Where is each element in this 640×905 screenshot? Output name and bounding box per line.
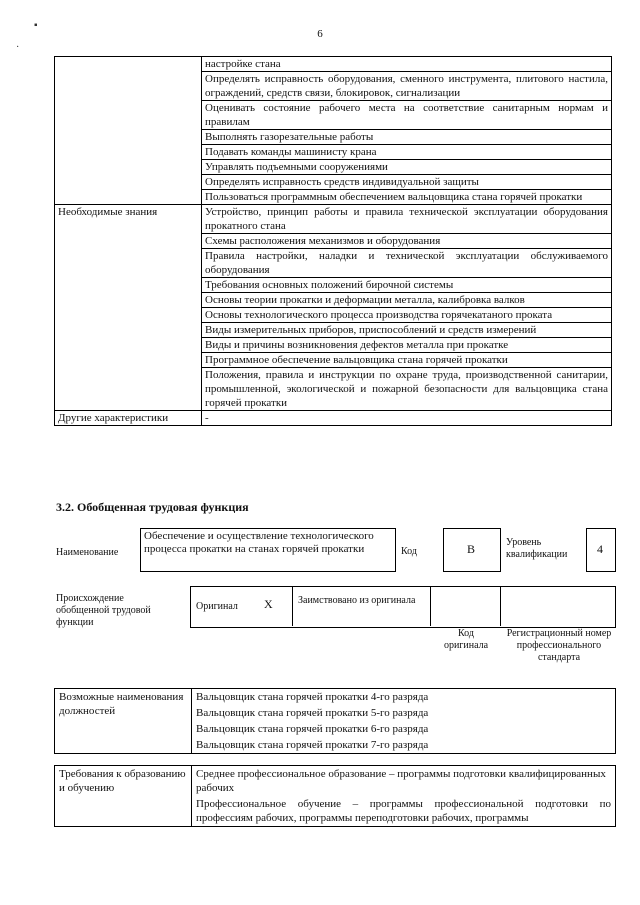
original-mark: X	[264, 597, 273, 611]
knowledge-item: Виды измерительных приборов, приспособлений и средств измерений	[202, 323, 612, 338]
function-name: Обеспечение и осуществление технологического процесса прокатки на станах горячей прокатки	[144, 530, 374, 555]
skills-knowledge-table	[54, 56, 612, 426]
education-label: Требования к образованию и обучению	[55, 766, 192, 827]
level-value: 4	[597, 542, 603, 556]
origin-divider	[292, 586, 293, 626]
scan-mark: ·	[16, 42, 20, 53]
scan-mark: ▪	[34, 20, 38, 31]
knowledge-item: Положения, правила и инструкции по охране труда, производственной санитарии, промышленной, экологической и пожарной безопасности для вальцовщика стана горячей прокатки	[202, 368, 612, 411]
knowledge-label: Необходимые знания	[55, 205, 202, 411]
positions-table	[54, 688, 616, 754]
position-item: Вальцовщик стана горячей прокатки 6-го разряда	[192, 721, 616, 737]
skill-item: настройке стана	[202, 57, 612, 72]
origin-divider	[430, 586, 431, 626]
education-item: Профессиональное обучение – программы профессиональной подготовки по профессиям рабочих, программы переподготовки рабочих, программы	[192, 796, 616, 827]
code-label: Код	[401, 546, 417, 557]
position-item: Вальцовщик стана горячей прокатки 7-го разряда	[192, 737, 616, 754]
section-title: 3.2. Обобщенная трудовая функция	[56, 500, 249, 514]
skill-item: Оценивать состояние рабочего места на соответствие санитарным нормам и правилам	[202, 101, 612, 130]
other-characteristics-label: Другие характеристики	[55, 411, 202, 426]
reg-number-caption: Регистрационный номер профессионального стандарта	[506, 628, 612, 663]
skill-item: Определять исправность оборудования, сменного инструмента, плитового настила, ограждений, средств связи, блокировок, сигнализации	[202, 72, 612, 101]
skill-item: Определять исправность средств индивидуальной защиты	[202, 175, 612, 190]
code-value: B	[466, 542, 475, 556]
page-number: 6	[317, 28, 323, 40]
original-label: Оригинал	[196, 601, 238, 612]
position-item: Вальцовщик стана горячей прокатки 4-го разряда	[192, 689, 616, 706]
knowledge-item: Требования основных положений бирочной системы	[202, 278, 612, 293]
origin-label: Происхождение обобщенной трудовой функции	[56, 593, 151, 628]
name-label: Наименование	[56, 547, 119, 558]
skill-item: Подавать команды машинисту крана	[202, 145, 612, 160]
knowledge-item: Устройство, принцип работы и правила технической эксплуатации оборудования прокатного стана	[202, 205, 612, 234]
borrowed-label: Заимствовано из оригинала	[298, 595, 416, 606]
knowledge-item: Программное обеспечение вальцовщика стана горячей прокатки	[202, 353, 612, 368]
knowledge-item: Правила настройки, наладки и технической эксплуатации обслуживаемого оборудования	[202, 249, 612, 278]
knowledge-item: Основы теории прокатки и деформации металла, калибровка валков	[202, 293, 612, 308]
knowledge-item: Основы технологического процесса производства горячекатаного проката	[202, 308, 612, 323]
skill-item: Выполнять газорезательные работы	[202, 130, 612, 145]
other-characteristics-value: -	[202, 411, 612, 426]
skill-item: Пользоваться программным обеспечением вальцовщика стана горячей прокатки	[202, 190, 612, 205]
education-table	[54, 765, 616, 827]
skill-item: Управлять подъемными сооружениями	[202, 160, 612, 175]
skills-label-cell	[55, 57, 202, 205]
position-item: Вальцовщик стана горячей прокатки 5-го разряда	[192, 705, 616, 721]
positions-label: Возможные наименования должностей	[55, 689, 192, 754]
education-item: Среднее профессиональное образование – программы подготовки квалифицированных рабочих	[192, 766, 616, 797]
level-label: Уровень квалификации	[506, 537, 568, 560]
knowledge-item: Схемы расположения механизмов и оборудования	[202, 234, 612, 249]
origin-box	[190, 586, 616, 628]
code-original-caption: Код оригинала	[443, 628, 489, 651]
origin-divider	[500, 586, 501, 626]
knowledge-item: Виды и причины возникновения дефектов металла при прокатке	[202, 338, 612, 353]
